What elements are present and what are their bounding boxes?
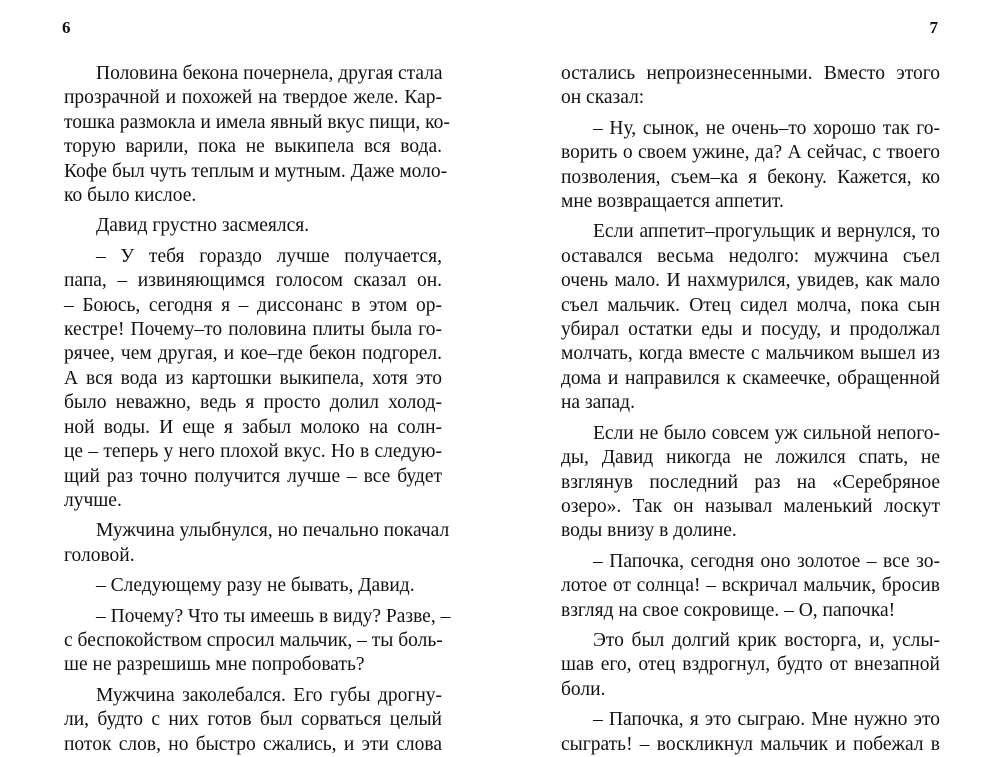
text-line: Мужчина улыбнулся, но печально покачал <box>96 520 450 542</box>
text-line: Если аппетит–прогульщик и вернулся, то <box>593 221 940 243</box>
text-line: – Боюсь, сегодня я – диссонанс в этом ор- <box>64 294 442 316</box>
text-line: Половина бекона почернела, другая стала <box>96 63 443 84</box>
text-line: убирал остатки еды и посуду, и продолжал <box>561 319 940 341</box>
text-line: Это был долгий крик восторга, и, услы- <box>593 629 940 651</box>
text-line: озеро». Так он называл маленький лоскут <box>561 495 940 517</box>
right-page-text <box>561 62 940 757</box>
left-page-text <box>64 62 451 757</box>
text-line: Если не было совсем уж сильной непого- <box>593 422 940 444</box>
page-number-left: 6 <box>62 18 71 37</box>
text-line: щий раз точно получится лучше – все будет <box>64 465 442 487</box>
text-line: ной воды. И еще я забыл молоко на солн- <box>64 416 442 438</box>
text-line: ворить о своем ужине, да? А сейчас, с твоего <box>561 142 940 164</box>
text-line: – Папочка, сегодня оно золотое – все зо- <box>593 550 940 572</box>
text-line: было неважно, ведь я просто долил холод- <box>64 392 442 414</box>
text-line: воды внизу в долине. <box>561 520 737 542</box>
text-line: ли, будто с них готов был сорваться целый <box>64 709 442 731</box>
text-line: кестре! Почему–то половина плиты была го- <box>64 319 442 341</box>
text-line: папа, – извиняющимся голосом сказал он. <box>64 270 442 292</box>
text-line: це – теперь у него плохой вкус. Но в следую- <box>64 441 442 463</box>
text-line: – Папочка, я это сыграю. Мне нужно это <box>593 709 940 731</box>
text-line: Давид грустно засмеялся. <box>96 215 310 237</box>
text-line: – Следующему разу не бывать, Давид. <box>96 575 415 597</box>
text-line: лучше. <box>64 489 122 511</box>
page-number-right: 7 <box>929 18 938 37</box>
text-line: лотое от солнца! – вскричал мальчик, бросив <box>561 575 940 597</box>
text-line: Кофе был чуть теплым и мутным. Даже моло- <box>64 160 448 182</box>
right-page <box>500 0 1000 757</box>
text-line: на запад. <box>561 392 635 414</box>
text-line: дома и направился к скамеечке, обращенной <box>561 367 940 389</box>
text-line: с беспокойством спросил мальчик, – ты боль- <box>64 629 443 651</box>
text-line: молчать, когда вместе с мальчиком вышел из <box>561 343 940 365</box>
text-line: он сказал: <box>561 87 645 109</box>
text-line: шав его, отец вздрогнул, будто от внезапной <box>561 654 940 676</box>
text-line: А вся вода из картошки выкипела, хотя это <box>64 367 442 389</box>
text-line: сыграть! – воскликнул мальчик и побежал в <box>561 733 940 755</box>
text-line: торую варили, пока не выкипела вся вода. <box>64 136 442 158</box>
text-line: прозрачной и похожей на твердое желе. Кар- <box>64 87 442 109</box>
text-line: боли. <box>561 678 606 700</box>
text-line: ды, Давид никогда не ложился спать, не <box>561 447 940 469</box>
text-line: тошка размокла и имела явный вкус пищи, ко- <box>64 111 450 133</box>
text-line: остались непроизнесенными. Вместо этого <box>561 63 940 84</box>
text-line: рячее, чем другая, и кое–где бекон подгорел. <box>64 343 442 365</box>
text-line: съел мальчик. Отец сидел молча, пока сын <box>561 294 940 316</box>
text-line: взгляд на свое сокровище. – О, папочка! <box>561 599 896 621</box>
text-line: – Почему? Что ты имеешь в виду? Разве, – <box>96 605 451 627</box>
text-line: оставался весьма недолго: мужчина съел <box>561 245 940 267</box>
text-line: позволения, съем–ка я бекону. Кажется, ко <box>561 166 940 188</box>
text-line: поток слов, но быстро сжались, и эти слова <box>64 733 442 755</box>
text-line: головой. <box>64 544 135 566</box>
text-line: ко было кислое. <box>64 185 197 207</box>
text-line: очень мало. И нахмурился, увидев, как мало <box>561 270 940 292</box>
text-line: Мужчина заколебался. Его губы дрогну- <box>96 684 442 706</box>
text-line: ше не разрешишь мне попробовать? <box>64 654 365 676</box>
text-line: взглянув последний раз на «Серебряное <box>561 471 940 493</box>
text-line: – Ну, сынок, не очень–то хорошо так го- <box>593 117 940 139</box>
text-line: мне возвращается аппетит. <box>561 191 784 213</box>
text-line: – У тебя гораздо лучше получается, <box>96 245 442 267</box>
